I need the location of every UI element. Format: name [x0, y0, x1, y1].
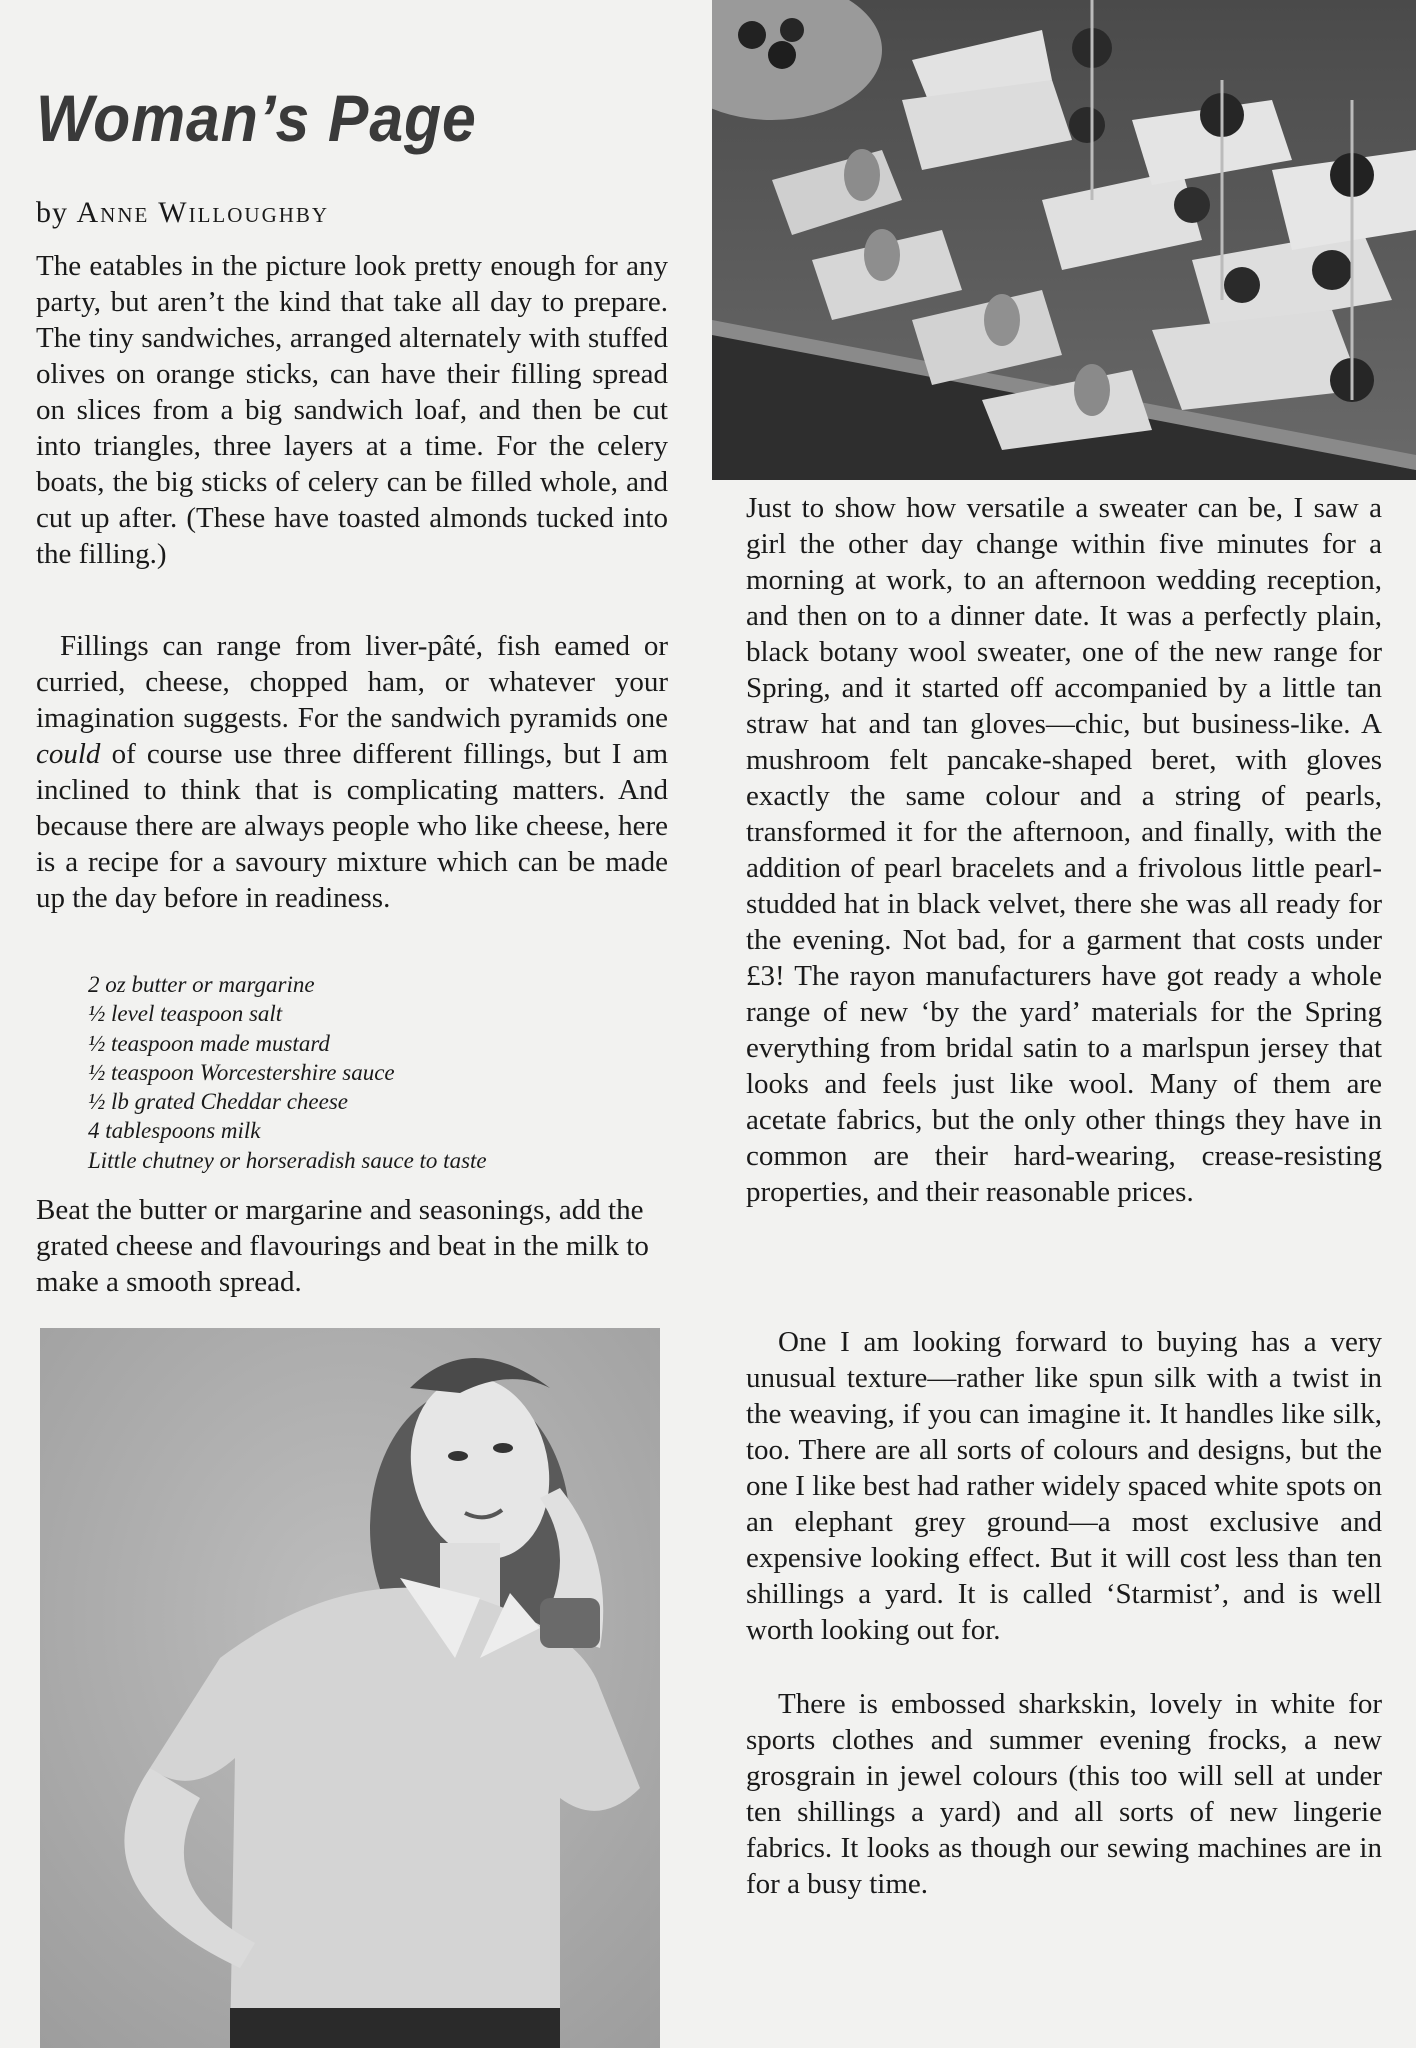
paragraph-text: Fillings can range from liver-pâté, fish eamed or curried, cheese, chopped ham, or whatever your imagination suggests. For the sandwich pyramids one: [36, 630, 668, 734]
byline-prefix: by: [36, 196, 68, 229]
author-name: Anne Willoughby: [76, 196, 330, 229]
ingredient-item: Little chutney or horseradish sauce to taste: [88, 1147, 487, 1173]
left-paragraph-1: The eatables in the picture look pretty enough for any party, but aren’t the kind that take all day to prepare. The tiny sandwiches, arranged alternately with stuffed olives on orange sticks, can have their filling spread on slices from a big sandwich loaf, and then be cut into triangles, three layers at a time. For the celery boats, the big sticks of celery can be filled whole, and cut up after. (These have toasted almonds tucked into the filling.): [36, 250, 668, 570]
page-title: Woman’s Page: [36, 81, 477, 155]
left-paragraph-3: Beat the butter or margarine and seasonings, add the grated cheese and flavourings and beat in the milk to make a smooth spread.: [36, 1194, 649, 1298]
ingredient-item: ½ level teaspoon salt: [88, 1001, 283, 1027]
recipe-ingredients: [88, 970, 487, 1175]
right-paragraph-3: There is embossed sharkskin, lovely in white for sports clothes and summer evening frocks, a new grosgrain in jewel colours (this too will sell at under ten shillings a yard) and all sorts of new lingerie fabrics. It looks as though our sewing machines are in for a busy time.: [746, 1688, 1382, 1900]
left-paragraph-2: [36, 628, 668, 916]
right-paragraph-1: Just to show how versatile a sweater can be, I saw a girl the other day change within five minutes for a morning at work, to an afternoon wedding reception, and then on to a dinner date. It was a perfectly plain, black botany wool sweater, one of the new range for Spring, and it started off accompanied by a little tan straw hat and tan gloves—chic, but business-like. A mushroom felt pancake-shaped beret, with gloves exactly the same colour and a string of pearls, transformed it for the afternoon, and finally, with the addition of pearl bracelets and a frivolous little pearl-studded hat in black velvet, there she was all ready for the evening. Not bad, for a garment that costs under £3! The rayon manufacturers have got ready a whole range of new ‘by the yard’ materials for the Spring everything from bridal satin to a marlspun jersey that looks and feels just like wool. Many of them are acetate fabrics, but the only other things they have in common are their hard-wearing, crease-resisting properties, and their reasonable prices.: [746, 492, 1382, 1208]
ingredient-item: ½ teaspoon Worcestershire sauce: [88, 1059, 395, 1085]
right-paragraph-2: One I am looking forward to buying has a very unusual texture—rather like spun silk with a twist in the weaving, if you can imagine it. It handles like silk, too. There are all sorts of colours and designs, but the one I like best had rather widely spaced white spots on an elephant grey ground—a most exclusive and expensive looking effect. But it will cost less than ten shillings a yard. It is called ‘Starmist’, and is well worth looking out for.: [746, 1326, 1382, 1646]
sweater-model-photo: [40, 1328, 660, 2048]
ingredient-item: 2 oz butter or margarine: [88, 972, 315, 997]
byline: [36, 196, 329, 230]
emphasis-word: could: [36, 738, 101, 770]
party-food-photo: [712, 0, 1416, 480]
sweater-model-illustration: [40, 1328, 660, 2048]
ingredient-item: ½ lb grated Cheddar cheese: [88, 1089, 348, 1115]
party-food-illustration: [712, 0, 1416, 480]
paragraph-text: of course use three different fillings, but I am inclined to think that is complicating matters. And because there are always people who like cheese, here is a recipe for a savoury mixture which can be made up the day before in readiness.: [36, 738, 668, 914]
ingredient-item: ½ teaspoon made mustard: [88, 1030, 330, 1056]
ingredient-item: 4 tablespoons milk: [88, 1118, 261, 1144]
